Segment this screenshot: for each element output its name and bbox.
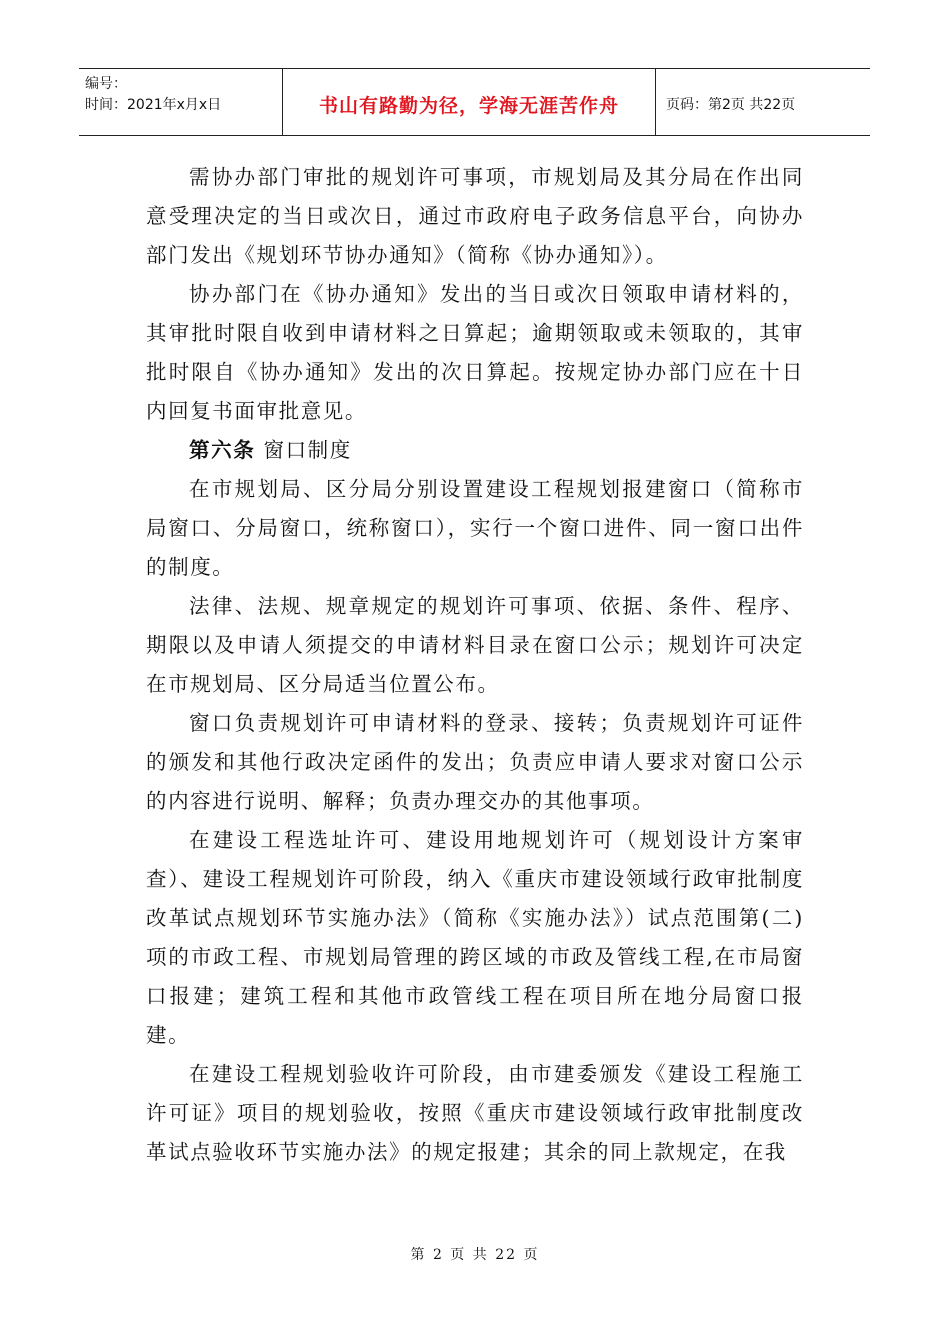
paragraph-5: 窗口负责规划许可申请材料的登录、接转；负责规划许可证件的颁发和其他行政决定函件的发出；负责应申请人要求对窗口公示的内容进行说明、解释；负责办理交办的其他事项。 xyxy=(146,711,804,813)
header-motto: 书山有路勤为径，学海无涯苦作舟 xyxy=(282,69,656,135)
paragraph-4: 法律、法规、规章规定的规划许可事项、依据、条件、程序、期限以及申请人须提交的申请材料目录在窗口公示；规划许可决定在市规划局、区分局适当位置公布。 xyxy=(146,594,804,696)
paragraph-3: 在市规划局、区分局分别设置建设工程规划报建窗口（简称市局窗口、分局窗口，统称窗口），实行一个窗口进件、同一窗口出件的制度。 xyxy=(146,477,804,579)
document-body xyxy=(146,158,804,1172)
paragraph-1: 需协办部门审批的规划许可事项，市规划局及其分局在作出同意受理决定的当日或次日，通过市政府电子政务信息平台，向协办部门发出《规划环节协办通知》（简称《协办通知》）。 xyxy=(146,165,804,267)
document-header xyxy=(79,68,870,136)
date-label: 时间：2021年x月x日 xyxy=(85,97,222,113)
article-number: 第六条 xyxy=(189,438,256,462)
page-footer: 第 2 页 共 22 页 xyxy=(410,1247,540,1263)
article-heading xyxy=(146,431,804,470)
header-meta xyxy=(79,69,282,135)
paragraph-7: 在建设工程规划验收许可阶段，由市建委颁发《建设工程施工许可证》项目的规划验收，按照《重庆市建设领域行政审批制度改革试点验收环节实施办法》的规定报建；其余的同上款规定，在我 xyxy=(146,1062,804,1164)
header-page-info: 页码：第2页 共22页 xyxy=(666,97,796,113)
paragraph-6: 在建设工程选址许可、建设用地规划许可（规划设计方案审查）、建设工程规划许可阶段，纳入《重庆市建设领域行政审批制度改革试点规划环节实施办法》（简称《实施办法》）试点范围第(二)项的市政工程、市规划局管理的跨区域的市政及管线工程,在市局窗口报建；建筑工程和其他市政管线工程在项目所在地分局窗口报建。 xyxy=(146,828,804,1047)
number-label: 编号： xyxy=(85,76,127,92)
article-title: 窗口制度 xyxy=(263,438,352,462)
paragraph-2: 协办部门在《协办通知》发出的当日或次日领取申请材料的，其审批时限自收到申请材料之日算起；逾期领取或未领取的，其审批时限自《协办通知》发出的次日算起。按规定协办部门应在十日内回复书面审批意见。 xyxy=(146,282,804,423)
